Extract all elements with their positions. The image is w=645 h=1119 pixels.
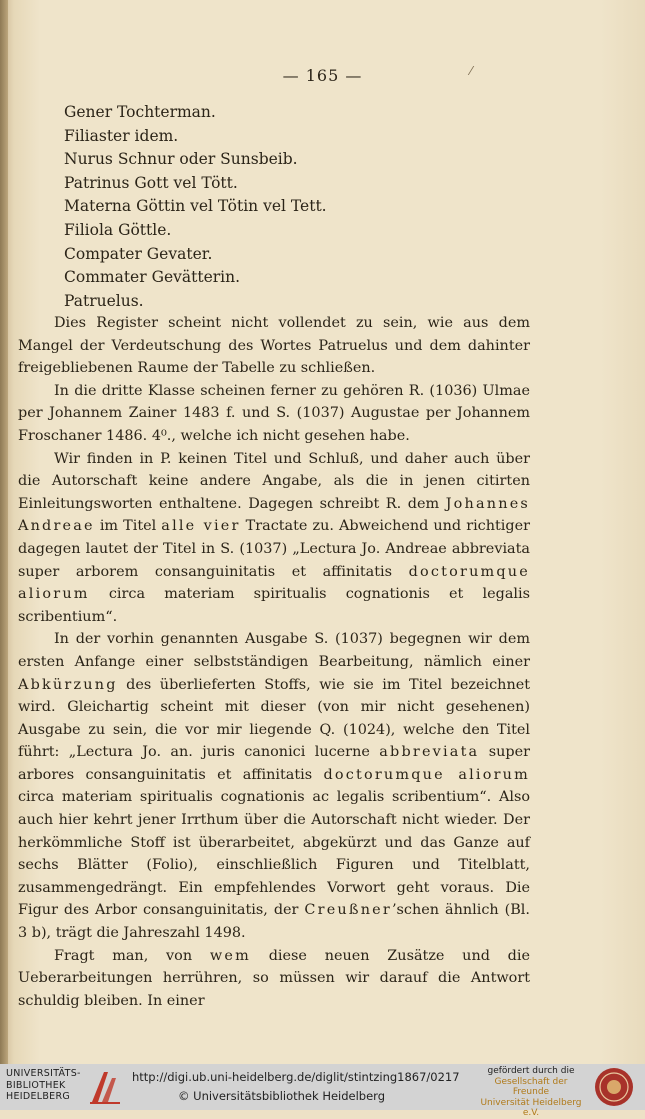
- paragraph-4: [18, 628, 530, 944]
- spaced-name: Creußner: [304, 902, 392, 919]
- viewer-footer: [0, 1064, 645, 1118]
- library-logo-icon: [88, 1068, 122, 1106]
- paragraph-4-text: super arbores consanguinitatis et affinitatis: [18, 744, 531, 783]
- list-item: Materna Göttin vel Tötin vel Tett.: [64, 197, 327, 216]
- list-item: Gener Tochterman.: [64, 103, 216, 121]
- pencil-mark: ⁄: [469, 64, 473, 78]
- list-item: Nurus Schnur oder Sunsbeib.: [64, 150, 298, 169]
- funder-line: Gesellschaft der Freunde: [494, 1076, 568, 1097]
- paragraph-3-text: Wir finden in P. keinen Titel und Schluß, und daher auch über die Autorschaft keine andere Angabe, als die in jenen citirten Einleitungsworten enthaltene. Dagegen schreibt R. dem: [18, 450, 530, 512]
- list-item: Filiaster idem.: [64, 126, 179, 145]
- paragraph-4-text: circa materiam spiritualis cognationis ac legalis scribentium“. Also auch hier kehrt jener Irrthum über die Autorschaft nicht wieder. Der herkömmliche Stoff ist überarbeitet, abgekürzt und das Ganze auf sechs Blätter (Folio), einschließlich Figuren und Titelblatt, zusammengedrängt. Ein empfehlendes Vorwort geht voraus. Die Figur des Arbor consanguinitatis, der: [18, 789, 530, 919]
- spaced-emphasis: wem: [209, 947, 251, 964]
- paragraph-3-text: circa materiam spiritualis cognationis et legalis scribentium“.: [18, 586, 531, 625]
- library-name-line: HEIDELBERG: [6, 1091, 71, 1102]
- page-spine-shadow: [0, 0, 8, 1064]
- list-item: Compater Gevater.: [64, 244, 213, 263]
- spaced-emphasis: doctorumque aliorum: [18, 563, 530, 603]
- funder-line: Universität Heidelberg e.V.: [480, 1097, 582, 1118]
- paragraph-2: In die dritte Klasse scheinen ferner zu gehören R. (1036) Ulmae per Johannem Zainer 1483 f. und S. (1037) Augustae per Johannem Froschaner 1486. 4⁰., welche ich nicht gesehen habe.: [18, 382, 530, 444]
- paragraph-4-text: des überlieferten Stoffs, wie sie im Titel bezeichnet wird. Gleichartig scheint mit dieser (von mir nicht gesehenen) Ausgabe zu sein, die vor mir liegende Q. (1024), welche den Titel führt: „Lectura Jo. an. juris canonici lucerne: [18, 676, 531, 761]
- paragraph-1: Dies Register scheint nicht vollendet zu sein, wie aus dem Mangel der Verdeutschung des Wortes Patruelus und dem dahinter freigebliebenen Raume der Tabelle zu schließen.: [18, 315, 530, 377]
- list-item: Patrinus Gott vel Tött.: [64, 173, 238, 192]
- library-name-line: UNIVERSITÄTS-: [6, 1068, 81, 1079]
- page-number: — 165 —: [282, 66, 363, 85]
- copyright-notice: © Universitätsbibliothek Heidelberg: [178, 1089, 386, 1103]
- page-header: [0, 66, 645, 85]
- paragraph-4-text: ’schen ähnlich (Bl. 3 b), trägt die Jahreszahl 1498.: [18, 902, 530, 942]
- paragraph-3: [18, 448, 530, 629]
- paragraph-5-text: Fragt man, von: [54, 947, 193, 964]
- permalink-url[interactable]: http://digi.ub.uni-heidelberg.de/diglit/stintzing1867/0217: [132, 1070, 460, 1084]
- term-list: [64, 101, 327, 313]
- paragraph-3-text: Tractate zu. Abweichend und richtiger dagegen lautet der Titel in S. (1037) „Lectura Jo. Andreae abbreviata super arborem consanguinitatis et affinitatis: [18, 518, 530, 580]
- list-item: Patruelus.: [64, 291, 144, 310]
- paragraph-3-text: im Titel: [99, 518, 157, 535]
- body-text: [18, 312, 530, 1012]
- library-name-line: BIBLIOTHEK: [6, 1079, 66, 1091]
- paragraph-5-text: diese neuen Zusätze und die Ueberarbeitungen herrühren, so müssen wir darauf die Antwort schuldig bleiben. In einer: [18, 947, 531, 1009]
- list-item: Filiola Göttle.: [64, 220, 172, 239]
- paragraph-4-text: In der vorhin genannten Ausgabe S. (1037) begegnen wir dem ersten Anfange einer selbstständigen Bearbeitung, nämlich einer: [18, 631, 530, 670]
- spaced-emphasis: Abkürzung: [18, 676, 118, 693]
- list-item: Commater Gevätterin.: [64, 268, 241, 287]
- spaced-emphasis: doctorumque aliorum: [323, 766, 530, 783]
- university-seal-icon: [594, 1067, 634, 1107]
- spaced-name: Johannes Andreae: [18, 495, 531, 535]
- funder-line: gefördert durch die: [487, 1066, 575, 1076]
- spaced-emphasis: alle vier: [161, 518, 241, 535]
- library-name: [6, 1068, 81, 1103]
- funder-notice: [476, 1066, 586, 1119]
- paragraph-5: [18, 945, 530, 1013]
- spaced-emphasis: abbreviata: [379, 744, 480, 761]
